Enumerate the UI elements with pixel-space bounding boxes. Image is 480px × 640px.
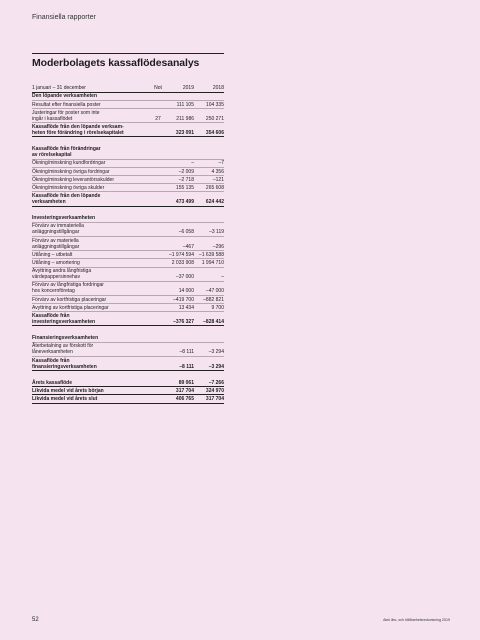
table-total-row (32, 357, 224, 371)
row-label: Ökning/minskning övriga skulder (32, 184, 105, 191)
row-label: Resultat efter finansiella poster (32, 101, 101, 108)
value-2018: –3 119 (209, 229, 224, 236)
value-2018: –1 639 588 (198, 251, 224, 258)
value-2018: 9 700 (211, 304, 224, 311)
table-total-row (32, 387, 224, 395)
table-row (32, 343, 224, 357)
value-2019: –419 700 (173, 296, 194, 303)
value-2019: –6 058 (178, 229, 194, 236)
table-total-row (32, 123, 224, 137)
table-row (32, 223, 224, 237)
row-label: 1 januari – 31 december (32, 84, 86, 91)
row-label: Likvida medel vid årets slut (32, 396, 98, 403)
page-title: Moderbolagets kassaflödesanalys (32, 57, 200, 69)
row-note: Not (154, 84, 162, 91)
row-label: Förvärv av kortfristiga placeringar (32, 296, 107, 303)
row-label: Kassaflöde från investeringsverksamheten (32, 312, 96, 325)
table-row (32, 259, 224, 267)
row-label: Kassaflöde från den löpande verksam- heten före förändring i rörelsekapitalet (32, 123, 124, 136)
value-2019: 13 434 (178, 304, 194, 311)
table-row (32, 168, 224, 176)
value-2019: –2 718 (178, 176, 194, 183)
value-2019: 211 986 (176, 115, 194, 122)
table-section-heading (32, 93, 224, 101)
value-2018: 4 356 (211, 168, 224, 175)
value-2018: –7 266 (208, 379, 224, 386)
value-2019: –467 (182, 243, 194, 250)
value-2018: –3 294 (208, 363, 224, 370)
value-2018: –121 (212, 176, 224, 183)
value-2019: 89 061 (178, 379, 194, 386)
value-2018: 1 994 710 (201, 260, 224, 266)
row-spacer (32, 326, 224, 334)
row-label: Förvärv av långfristiga fordringar hos koncernföretag (32, 282, 104, 295)
value-2019: 2 033 908 (171, 260, 194, 266)
cash-flow-table (32, 84, 224, 404)
table-row (32, 184, 224, 192)
value-2019: –37 000 (175, 274, 194, 281)
table-row (32, 304, 224, 312)
row-label: Avyttring av kortfristiga placeringar (32, 304, 109, 311)
value-2018: –3 294 (208, 349, 224, 356)
row-label: Utlåning – amortering (32, 260, 80, 266)
row-label: Kassaflöde från finansieringsverksamheten (32, 357, 97, 370)
page-number: 52 (32, 617, 39, 623)
value-2018: –828 414 (203, 318, 224, 325)
table-total-row (32, 192, 224, 206)
table-header-row (32, 84, 224, 93)
row-label: Ökning/minskning övriga fordringar (32, 168, 110, 175)
row-label: Investeringsverksamheten (32, 215, 96, 222)
value-2019: –1 974 594 (168, 251, 194, 258)
row-label: Utlåning – utbetalt (32, 251, 73, 258)
value-2018: 624 442 (205, 199, 224, 206)
value-2019: –2 009 (178, 168, 194, 175)
footer-report-title: Almi års- och hållbarhetsredovisning 2019 (383, 618, 450, 622)
table-section-heading (32, 215, 224, 223)
row-label: Kassaflöde från den löpande verksamheten (32, 193, 101, 206)
value-2018: 104 335 (205, 101, 224, 108)
value-2018: –296 (212, 243, 224, 250)
value-2018: 317 704 (205, 396, 224, 403)
row-label: Årets kassaflöde (32, 379, 73, 386)
value-2019: 2019 (182, 84, 194, 91)
value-2018: 354 606 (205, 129, 224, 136)
value-2019: – (191, 160, 194, 167)
row-label: Ökning/minskning leverantörsskulder (32, 176, 114, 183)
row-label: Återbetalning av förskott för låneverksamheten (32, 343, 94, 356)
row-label: Finansieringsverksamheten (32, 335, 99, 342)
table-section-heading (32, 145, 224, 159)
table-row (32, 176, 224, 184)
row-label: Likvida medel vid årets början (32, 387, 104, 394)
table-total-row (32, 379, 224, 387)
value-2018: 250 271 (205, 115, 224, 122)
table-row (32, 101, 224, 109)
row-label: Den löpande verksamheten (32, 93, 98, 100)
table-row (32, 251, 224, 259)
value-2019: 406 765 (175, 396, 194, 403)
row-label: Avyttring andra långfristiga värdepappersinnehav (32, 268, 92, 281)
row-label: Förvärv av immateriella anläggningstillgångar (32, 223, 84, 236)
row-spacer (32, 371, 224, 379)
value-2019: –8 111 (179, 363, 194, 370)
value-2018: 2018 (212, 84, 224, 91)
table-total-row (32, 312, 224, 326)
table-row (32, 237, 224, 251)
table-row (32, 282, 224, 296)
value-2018: –47 000 (205, 288, 224, 295)
row-label: Justeringar för poster som inte ingår i kassaflödet (32, 109, 100, 122)
value-2019: 111 105 (176, 101, 194, 108)
value-2018: –7 (218, 160, 224, 167)
row-label: Kassaflöde från förändringar av rörelsekapital (32, 146, 101, 159)
value-2019: 14 000 (178, 288, 194, 295)
row-note: 27 (155, 115, 161, 122)
value-2019: –376 327 (173, 318, 194, 325)
value-2019: –8 111 (179, 349, 194, 356)
section-header: Finansiella rapporter (32, 14, 96, 21)
table-row (32, 109, 224, 123)
table-row (32, 296, 224, 304)
row-spacer (32, 207, 224, 215)
table-row (32, 268, 224, 282)
table-row (32, 160, 224, 168)
row-label: Ökning/minskning kundfordringar (32, 160, 106, 167)
table-section-heading (32, 334, 224, 342)
row-spacer (32, 137, 224, 145)
value-2019: 155 135 (175, 184, 194, 191)
value-2019: 317 704 (175, 387, 194, 394)
title-rule (32, 53, 224, 54)
value-2018: –882 821 (203, 296, 224, 303)
value-2018: – (221, 274, 224, 281)
value-2019: 473 499 (175, 199, 194, 206)
value-2018: 265 608 (205, 184, 224, 191)
value-2018: 324 970 (205, 387, 224, 394)
row-label: Förvärv av materiella anläggningstillgångar (32, 237, 80, 250)
table-total-row (32, 395, 224, 403)
value-2019: 323 091 (175, 129, 194, 136)
